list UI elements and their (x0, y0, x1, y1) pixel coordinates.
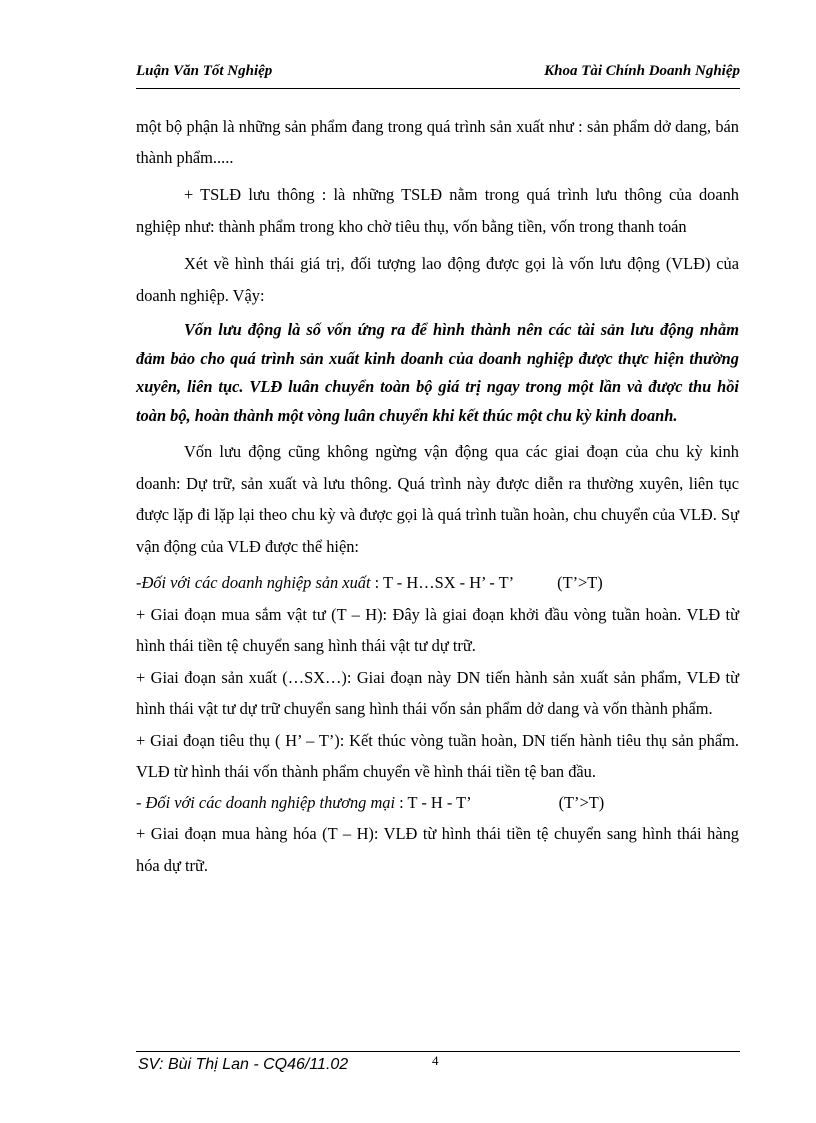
page-number: 4 (432, 1053, 439, 1068)
production-condition: (T’>T) (557, 573, 603, 592)
paragraph-vld-movement: Vốn lưu động cũng không ngừng vận động qua các giai đoạn của chu kỳ kinh doanh: Dự trữ, sản xuất và lưu thông. Quá trình này được diễn ra thường xuyên, liên tục được lặp đi lặp lại theo chu kỳ và được gọi là quá trình tuần hoàn, chu chuyển của VLĐ. Sự vận động của VLĐ được thể hiện: (136, 442, 739, 556)
production-label: -Đối với các doanh nghiệp sản xuất (136, 573, 371, 592)
paragraph-tsld-luu-thong: + TSLĐ lưu thông : là những TSLĐ nằm trong quá trình lưu thông của doanh nghiệp như: thành phẩm trong kho chờ tiêu thụ, vốn bằng tiền, vốn trong thanh toán (136, 185, 739, 236)
production-formula-line (136, 568, 739, 599)
document-body (136, 112, 739, 881)
trade-formula: : T - H - T’ (399, 792, 471, 812)
trade-formula-line (136, 788, 739, 819)
trade-condition: (T’>T) (558, 792, 605, 812)
definition-paragraph: Vốn lưu động là số vốn ứng ra để hình thành nên các tài sản lưu động nhằm đảm bảo cho quá trình sản xuất kinh doanh của doanh nghiệp được thực hiện thường xuyên, liên tục. VLĐ luân chuyển toàn bộ giá trị ngay trong một lần và được thu hồi toàn bộ, hoàn thành một vòng luân chuyển khi kết thúc một chu kỳ kinh doanh. (136, 320, 739, 425)
paragraph-vld-intro: Xét về hình thái giá trị, đối tượng lao động được gọi là vốn lưu động (VLĐ) của doanh nghiệp. Vậy: (136, 254, 739, 305)
trade-label: - Đối với các doanh nghiệp thương mại (136, 792, 396, 812)
header-divider (136, 88, 740, 89)
paragraph-continuation: một bộ phận là những sản phẩm đang trong quá trình sản xuất như : sản phẩm dở dang, bán thành phẩm..... (136, 117, 739, 167)
production-step-purchase: + Giai đoạn mua sắm vật tư (T – H): Đây là giai đoạn khởi đầu vòng tuần hoàn. VLĐ từ hình thái tiền tệ chuyển sang hình thái vật tư dự trữ. (136, 604, 739, 655)
footer-student: SV: Bùi Thị Lan - CQ46/11.02 (138, 1056, 349, 1073)
footer-divider (136, 1051, 740, 1052)
header-thesis-title: Luận Văn Tốt Nghiệp (136, 63, 273, 79)
production-formula: : T - H…SX - H’ - T’ (374, 573, 513, 592)
page-header (136, 60, 740, 86)
production-step-sale: + Giai đoạn tiêu thụ ( H’ – T’): Kết thúc vòng tuần hoàn, DN tiến hành tiêu thụ sản phẩm. VLĐ từ hình thái vốn thành phẩm chuyển về hình thái tiền tệ ban đầu. (136, 730, 739, 781)
header-faculty: Khoa Tài Chính Doanh Nghiệp (544, 63, 740, 79)
production-step-manufacture: + Giai đoạn sản xuất (…SX…): Giai đoạn này DN tiến hành sản xuất sản phẩm, VLĐ từ hình thái vật tư dự trữ chuyển sang hình thái vốn sản phẩm dở dang và vốn thành phẩm. (136, 667, 739, 718)
trade-step-purchase: + Giai đoạn mua hàng hóa (T – H): VLĐ từ hình thái tiền tệ chuyển sang hình thái hàng hóa dự trữ. (136, 824, 739, 875)
